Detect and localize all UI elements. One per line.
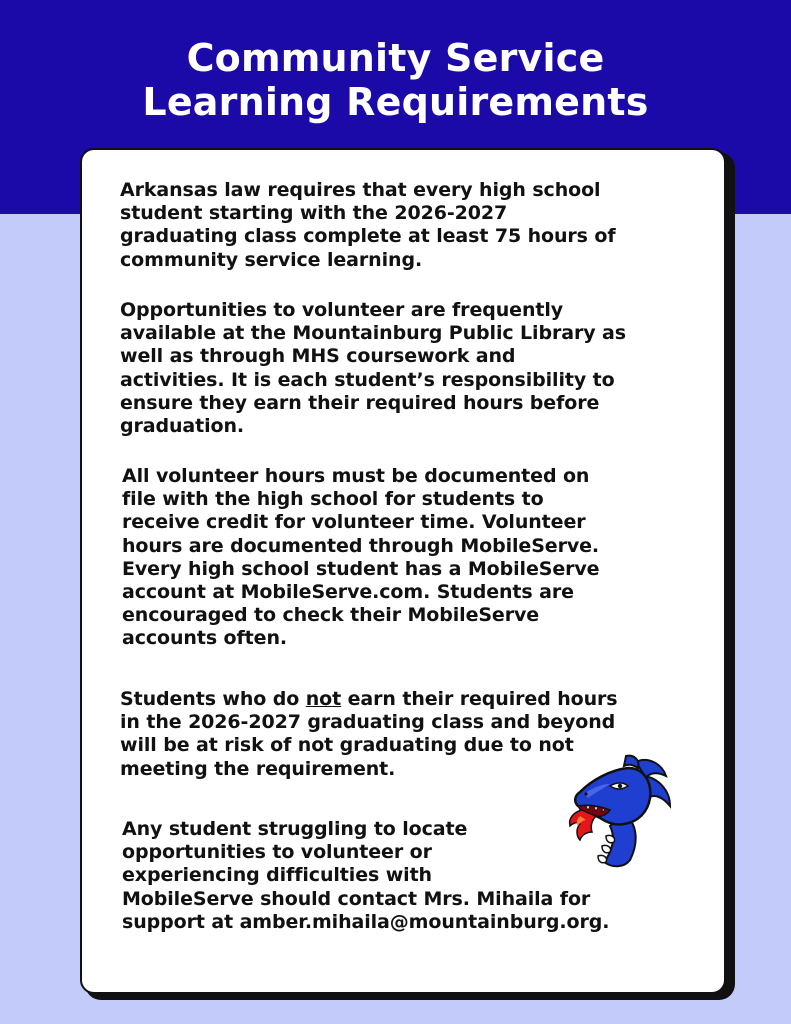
title-line-2: Learning Requirements: [142, 80, 649, 124]
emphasis-not: not: [305, 688, 342, 710]
paragraph-law-requirement: Arkansas law requires that every high school student starting with the 2026-2027 graduating class complete at least 75 hours of community service learning.: [120, 179, 616, 271]
paragraph-graduation-risk-end: earn their required hours in the 2026-2027 graduating class and beyond will be at risk of not graduating due to not meeting the requirement.: [120, 688, 618, 780]
paragraph-graduation-risk-start: Students who do: [120, 688, 306, 710]
title-line-1: Community Service: [186, 36, 605, 80]
page-title: [0, 36, 791, 124]
paragraph-contact: Any student struggling to locate opportunities to volunteer or experiencing difficulties with MobileServe should contact Mrs. Mihaila for support at amber.mihaila@mountainburg.org.: [122, 818, 610, 933]
dragon-mascot-icon: [566, 752, 676, 870]
paragraph-documentation: All volunteer hours must be documented on file with the high school for students to receive credit for volunteer time. Volunteer hours are documented through MobileServe. Every high school student has a MobileServe account at MobileServe.com. Students are encouraged to check their MobileServe accounts often.: [122, 465, 600, 650]
paragraph-opportunities: Opportunities to volunteer are frequently available at the Mountainburg Public Library as well as through MHS coursework and activities. It is each student’s responsibility to ensure they earn their required hours before graduation.: [120, 299, 626, 438]
